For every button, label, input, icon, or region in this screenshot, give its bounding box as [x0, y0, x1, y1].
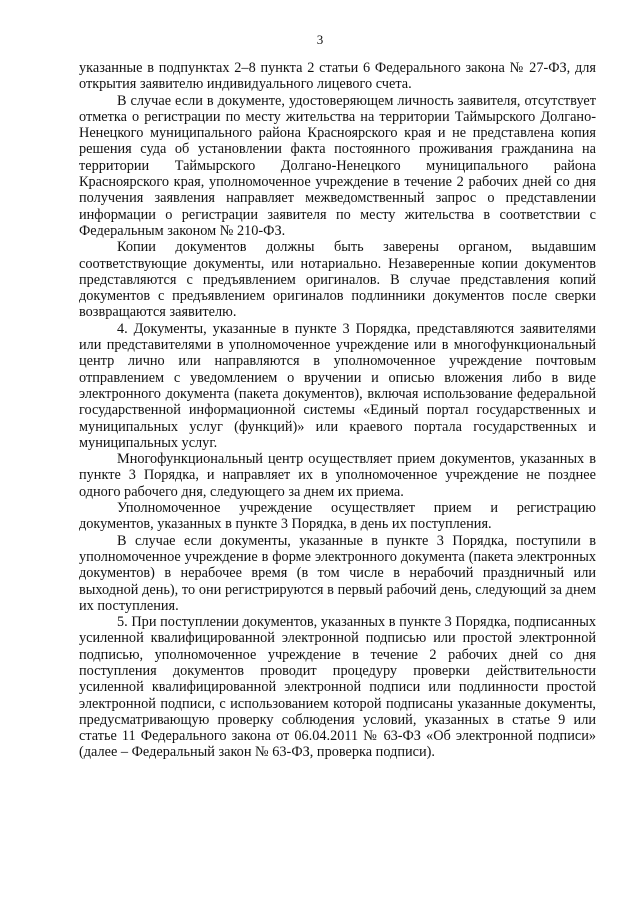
- page-number: 3: [316, 32, 324, 47]
- document-body: [79, 60, 596, 761]
- paragraph-registration-day: Уполномоченное учреждение осуществляет прием и регистрацию документов, указанных в пункте 3 Порядка, в день их поступления.: [79, 500, 596, 533]
- paragraph-item-5: 5. При поступлении документов, указанных в пункте 3 Порядка, подписанных усиленной квалифицированной электронной подписью или простой электронной подписью, уполномоченное учреждение в течение 2 рабочих дней со дня поступления документов проводит процедуру проверки действительности усиленной квалифицированной электронной подписи или подлинности простой электронной подписи, с использованием которой подписаны указанные документы, предусматривающую проверку соблюдения условий, указанных в статье 9 или статье 11 Федерального закона от 06.04.2011 № 63-ФЗ «Об электронной подписи» (далее – Федеральный закон № 63-ФЗ, проверка подписи).: [79, 614, 596, 761]
- paragraph-multifunctional-center: Многофункциональный центр осуществляет прием документов, указанных в пункте 3 Порядка, и направляет их в уполномоченное учреждение не позднее одного рабочего дня, следующего за днем их приема.: [79, 451, 596, 500]
- paragraph-document-copies: Копии документов должны быть заверены органом, выдавшим соответствующие документы, или нотариально. Незаверенные копии документов представляются с предъявлением оригиналов. В случае представления копий документов с предъявлением оригиналов подлинники документов после сверки возвращаются заявителю.: [79, 239, 596, 321]
- paragraph-item-4: 4. Документы, указанные в пункте 3 Порядка, представляются заявителями или представителями в уполномоченное учреждение или в многофункциональный центр лично или направляются в уполномоченное учреждение почтовым отправлением с уведомлением о вручении и описью вложения либо в виде электронного документа (пакета документов), включая использование федеральной государственной информационной системы «Единый портал государственных и муниципальных услуг (функций)» или краевого портала государственных и муниципальных услуг.: [79, 320, 596, 451]
- paragraph-registration-check: В случае если в документе, удостоверяющем личность заявителя, отсутствует отметка о регистрации по месту жительства на территории Таймырского Долгано-Ненецкого муниципального района Красноярского края и не представлена копия решения суда об установлении факта постоянного проживания гражданина на территории Таймырского Долгано-Ненецкого муниципального района Красноярского края, уполномоченное учреждение в течение 2 рабочих дней со дня получения заявления направляет межведомственный запрос о представлении информации о регистрации заявителя по месту жительства в соответствии с Федеральным законом № 210-ФЗ.: [79, 92, 596, 239]
- paragraph-electronic-nonworking-time: В случае если документы, указанные в пункте 3 Порядка, поступили в уполномоченное учреждение в форме электронного документа (пакета электронных документов) в нерабочее время (в том числе в нерабочий праздничный или выходной день), то они регистрируются в первый рабочий день, следующий за днем их поступления.: [79, 532, 596, 614]
- paragraph-continuation: указанные в подпунктах 2–8 пункта 2 статьи 6 Федерального закона № 27-ФЗ, для открытия заявителю индивидуального лицевого счета.: [79, 60, 596, 93]
